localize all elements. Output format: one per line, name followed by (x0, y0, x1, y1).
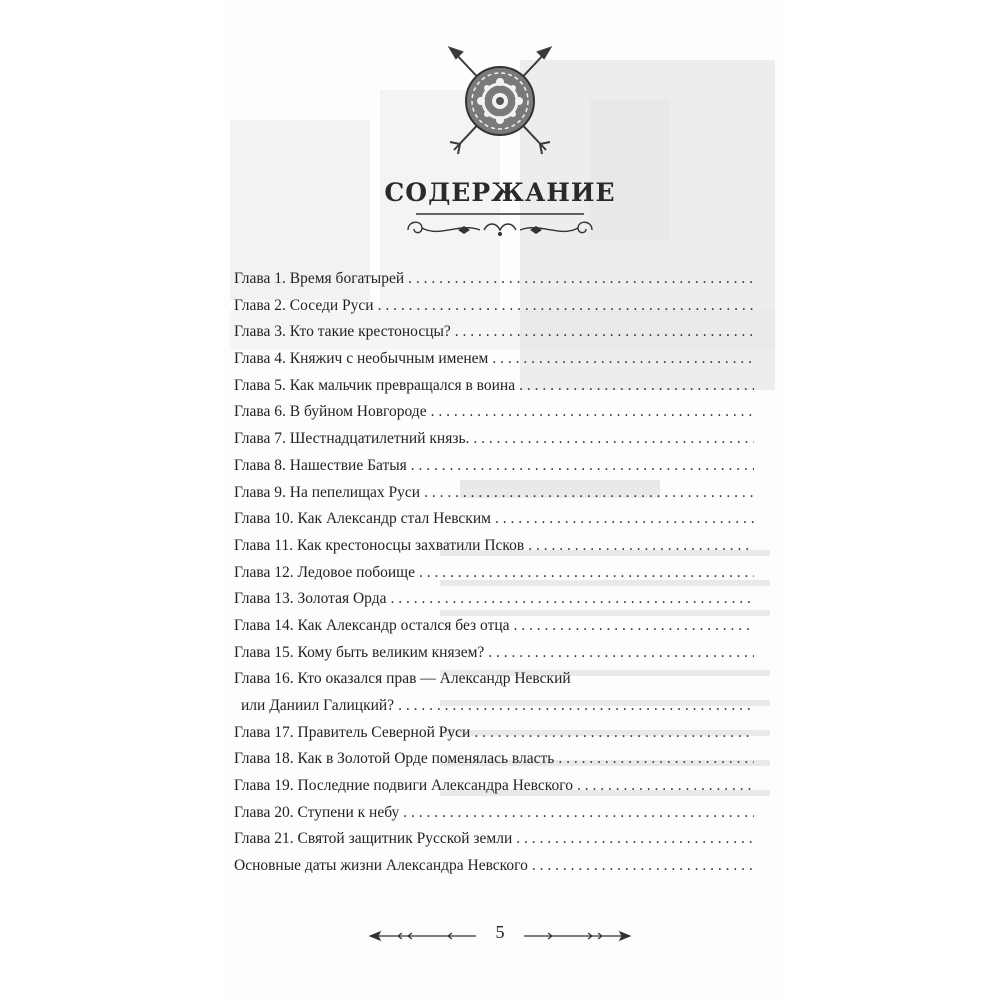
toc-entry[interactable] (234, 640, 754, 667)
toc-entry-label: Глава 14. Как Александр остался без отца (234, 616, 510, 634)
toc-entry-label: Глава 12. Ледовое побоище (234, 563, 415, 581)
toc-entry[interactable] (234, 666, 754, 693)
toc-entry-label: Глава 18. Как в Золотой Орде поменялась власть (234, 750, 555, 768)
leader-dots (558, 746, 754, 773)
leader-dots (528, 533, 754, 560)
leader-dots (516, 826, 754, 853)
toc-entry-label: Глава 16. Кто оказался прав — Александр Невский (234, 670, 571, 688)
toc-entry-label: Глава 6. В буйном Новгороде (234, 403, 427, 421)
leader-dots (492, 346, 754, 373)
toc-entry-label: Глава 17. Правитель Северной Руси (234, 723, 471, 741)
toc-entry-label: Глава 7. Шестнадцатилетний князь. (234, 430, 470, 448)
toc-entry-label: Глава 10. Как Александр стал Невским (234, 510, 491, 528)
toc-entry-label: Глава 13. Золотая Орда (234, 590, 387, 608)
leader-dots (519, 373, 754, 400)
leader-dots (474, 720, 754, 747)
toc-entry-label: Глава 11. Как крестоносцы захватили Псков (234, 536, 525, 554)
toc-entry[interactable] (234, 586, 754, 613)
leader-dots (514, 613, 754, 640)
toc-entry-label: Глава 19. Последние подвиги Александра Невского (234, 777, 573, 795)
leader-dots (424, 480, 754, 507)
toc-entry-label: Глава 15. Кому быть великим князем? (234, 643, 485, 661)
page-footer (368, 920, 632, 950)
toc-entry[interactable] (234, 720, 754, 747)
toc-entry-label: или Даниил Галицкий? (241, 697, 395, 714)
leader-dots (577, 773, 754, 800)
table-of-contents (234, 266, 754, 880)
arrow-ornament-icon (522, 930, 632, 942)
toc-entry[interactable] (234, 853, 754, 880)
toc-entry-label: Глава 3. Кто такие крестоносцы? (234, 323, 451, 341)
toc-entry-label: Глава 9. На пепелищах Руси (234, 483, 421, 501)
page-number: 5 (495, 922, 505, 942)
leader-dots (398, 693, 754, 720)
toc-entry[interactable] (234, 373, 754, 400)
toc-entry[interactable] (234, 346, 754, 373)
toc-entry[interactable] (234, 293, 754, 320)
toc-entry-label: Глава 21. Святой защитник Русской земли (234, 830, 513, 848)
toc-entry-continuation[interactable] (234, 693, 754, 720)
leader-dots (431, 399, 754, 426)
leader-dots (488, 640, 754, 667)
toc-entry[interactable] (234, 613, 754, 640)
leader-dots (473, 426, 754, 453)
toc-entry[interactable] (234, 800, 754, 827)
toc-entry[interactable] (234, 426, 754, 453)
toc-entry[interactable] (234, 533, 754, 560)
leader-dots (378, 293, 754, 320)
toc-entry[interactable] (234, 399, 754, 426)
leader-dots (495, 506, 754, 533)
page-title: СОДЕРЖАНИЕ (384, 178, 616, 207)
toc-entry[interactable] (234, 506, 754, 533)
toc-entry[interactable] (234, 560, 754, 587)
toc-entry[interactable] (234, 773, 754, 800)
leader-dots (532, 853, 754, 880)
toc-entry[interactable] (234, 266, 754, 293)
toc-entry-label: Глава 4. Княжич с необычным именем (234, 350, 489, 368)
toc-entry[interactable] (234, 453, 754, 480)
leader-dots (455, 319, 754, 346)
leader-dots (403, 800, 754, 827)
toc-entry[interactable] (234, 319, 754, 346)
toc-entry-label: Глава 20. Ступени к небу (234, 803, 400, 821)
toc-entry[interactable] (234, 826, 754, 853)
leader-dots (419, 560, 754, 587)
toc-entry-label: Глава 2. Соседи Руси (234, 296, 374, 314)
shield-with-crossed-arrows-icon (446, 46, 554, 156)
leader-dots (408, 266, 754, 293)
toc-entry[interactable] (234, 480, 754, 507)
toc-entry-label: Глава 8. Нашествие Батыя (234, 456, 407, 474)
toc-entry[interactable] (234, 746, 754, 773)
leader-dots (390, 586, 754, 613)
flourish-ornament-icon (400, 208, 600, 244)
toc-entry-label: Основные даты жизни Александра Невского (234, 857, 528, 875)
leader-dots (411, 453, 754, 480)
toc-entry-label: Глава 5. Как мальчик превращался в воина (234, 376, 516, 394)
toc-entry-label: Глава 1. Время богатырей (234, 270, 405, 287)
